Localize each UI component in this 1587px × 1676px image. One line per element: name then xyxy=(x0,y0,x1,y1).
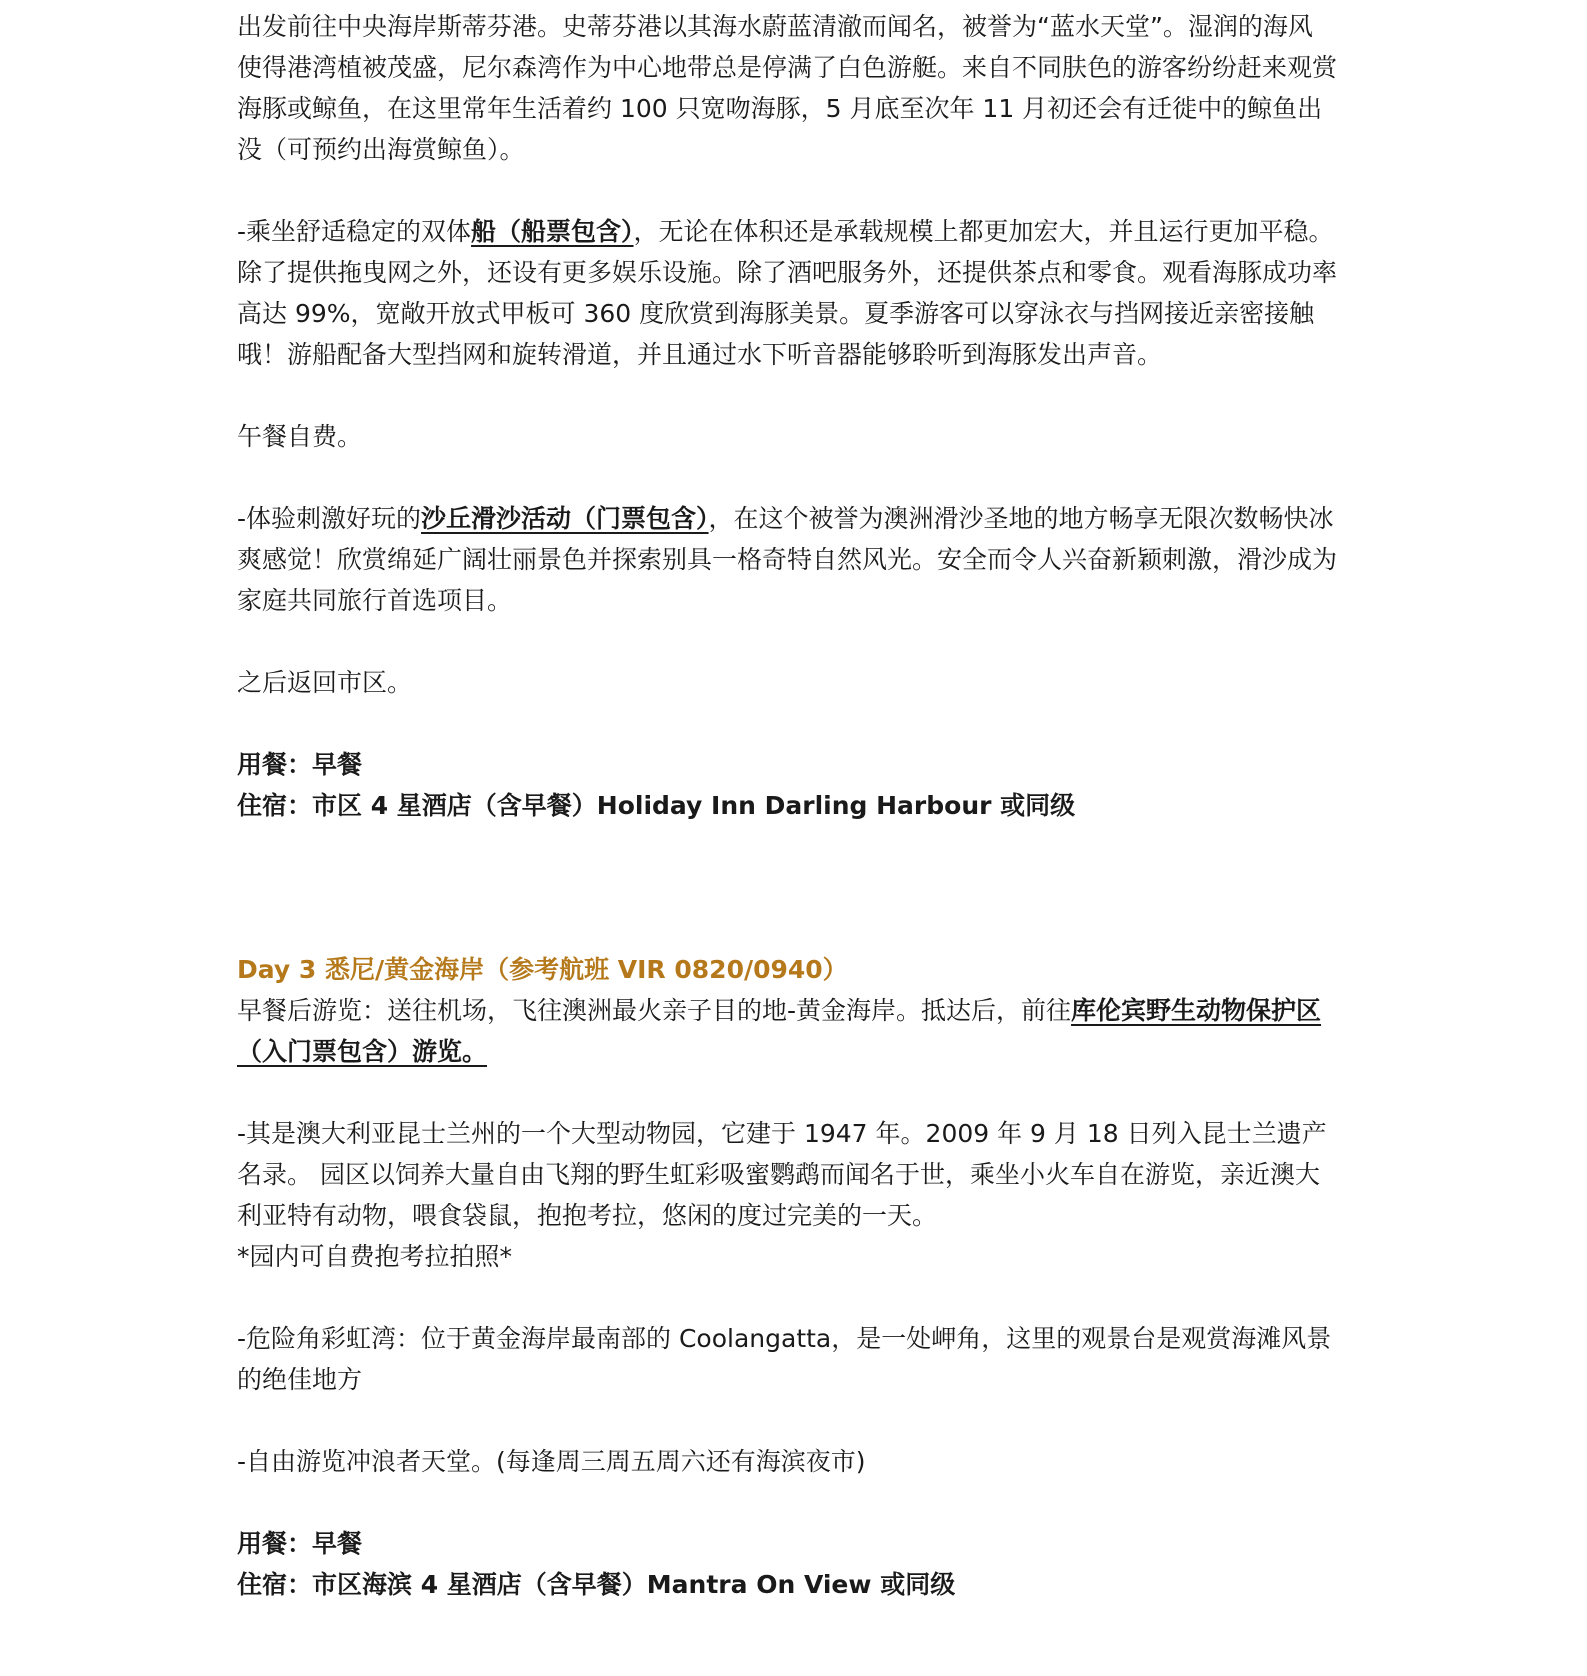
sandboarding-paragraph xyxy=(237,498,1337,621)
day3-intro-prefix: 早餐后游览：送往机场，飞往澳洲最火亲子目的地-黄金海岸。抵达后，前往 xyxy=(237,996,1072,1025)
day2-hotel: 住宿：市区 4 星酒店（含早餐）Holiday Inn Darling Harbour 或同级 xyxy=(237,791,1076,820)
itinerary-document xyxy=(237,6,1337,1605)
port-stephens-intro: 出发前往中央海岸斯蒂芬港。史蒂芬港以其海水蔚蓝清澈而闻名，被誉为“蓝水天堂”。湿润的海风使得港湾植被茂盛，尼尔森湾作为中心地带总是停满了白色游艇。来自不同肤色的游客纷纷赶来观赏海豚或鲸鱼，在这里常年生活着约 100 只宽吻海豚，5 月底至次年 11 月初还会有迁徙中的鲸鱼出没（可预约出海赏鲸鱼）。 xyxy=(237,12,1338,164)
surfers-paradise-paragraph: -自由游览冲浪者天堂。(每逢周三周五周六还有海滨夜市) xyxy=(237,1447,866,1476)
spacer xyxy=(237,375,1337,416)
sandboarding-ticket-link[interactable]: 沙丘滑沙活动（门票包含） xyxy=(421,504,709,533)
boat-paragraph xyxy=(237,211,1337,375)
day3-meals: 用餐：早餐 xyxy=(237,1529,363,1558)
return-note: 之后返回市区。 xyxy=(237,668,413,697)
spacer xyxy=(237,1482,1337,1523)
sand-suffix: ，在这个被誉为澳洲滑沙圣地的地方畅享无限次数畅快冰爽感觉！欣赏绵延广阔壮丽景色并探索别具一格奇特自然风光。安全而令人兴奋新颖刺激，滑沙成为家庭共同旅行首选项目。 xyxy=(237,504,1338,615)
spacer xyxy=(237,621,1337,662)
spacer xyxy=(237,1400,1337,1441)
day2-meals: 用餐：早餐 xyxy=(237,750,363,779)
boat-prefix: -乘坐舒适稳定的双体 xyxy=(237,217,472,246)
spacer xyxy=(237,1277,1337,1318)
boat-ticket-link[interactable]: 船（船票包含） xyxy=(471,217,634,246)
zoo-paragraph: -其是澳大利亚昆士兰州的一个大型动物园，它建于 1947 年。2009 年 9 月 18 日列入昆士兰遗产名录。 园区以饲养大量自由飞翔的野生虹彩吸蜜鹦鹉而闻名于世，乘坐小火车自在游览，亲近澳大利亚特有动物，喂食袋鼠，抱抱考拉，悠闲的度过完美的一天。 xyxy=(237,1119,1327,1230)
spacer xyxy=(237,703,1337,744)
sand-prefix: -体验刺激好玩的 xyxy=(237,504,422,533)
spacer xyxy=(237,826,1337,949)
day3-hotel: 住宿：市区海滨 4 星酒店（含早餐）Mantra On View 或同级 xyxy=(237,1570,956,1599)
day3-heading: Day 3 悉尼/黄金海岸（参考航班 VIR 0820/0940） xyxy=(237,955,848,984)
spacer xyxy=(237,457,1337,498)
boat-suffix: ，无论在体积还是承载规模上都更加宏大，并且运行更加平稳。除了提供拖曳网之外，还设有更多娱乐设施。除了酒吧服务外，还提供茶点和零食。观看海豚成功率高达 99%，宽敞开放式甲板可 360 度欣赏到海豚美景。夏季游客可以穿泳衣与挡网接近亲密接触哦！游船配备大型挡网和旋转滑道，并且通过水下听音器能够聆听到海豚发出声音。 xyxy=(237,217,1338,369)
spacer xyxy=(237,170,1337,211)
spacer xyxy=(237,1072,1337,1113)
day3-intro xyxy=(237,990,1337,1072)
currumbin-sanctuary-link[interactable]: 库伦宾野生动物保护区（入门票包含）游览。 xyxy=(237,996,1322,1066)
koala-note: *园内可自费抱考拉拍照* xyxy=(237,1242,513,1271)
point-danger-paragraph: -危险角彩虹湾：位于黄金海岸最南部的 Coolangatta，是一处岬角，这里的观景台是观赏海滩风景的绝佳地方 xyxy=(237,1324,1332,1394)
lunch-note: 午餐自费。 xyxy=(237,422,363,451)
